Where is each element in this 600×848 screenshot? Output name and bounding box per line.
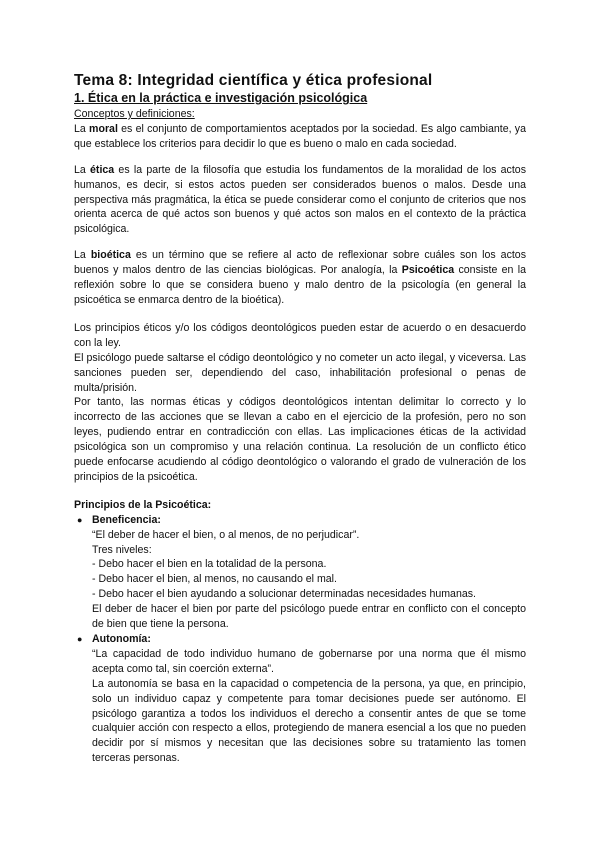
- principles-list: [74, 513, 526, 766]
- concepts-label: Conceptos y definiciones:: [74, 108, 195, 120]
- etica-paragraph: La ética es la parte de la filosofía que estudia los fundamentos de la moralidad de los actos humanos, es decir, si estos actos pueden ser considerados buenos o malos. Desde una perspectiva más pragmática, la ética se puede considerar como el conjunto de criterios que nos orienta acerca de qué actos son buenos y qué actos son malos en el contexto de la práctica psicológica.: [74, 163, 526, 236]
- codes-law-paragraph: Los principios éticos y/o los códigos deontológicos pueden estar de acuerdo o en desacuerdo con la ley.: [74, 321, 526, 349]
- list-item-beneficencia: [74, 513, 526, 632]
- autonomia-heading: Autonomía:: [92, 633, 151, 645]
- bullet-icon: ●: [77, 634, 83, 644]
- levels-label: Tres niveles:: [92, 543, 152, 556]
- beneficencia-heading: Beneficencia:: [92, 513, 161, 526]
- bioetica-paragraph: La bioética es un término que se refiere al acto de reflexionar sobre cuáles son los actos buenos y malos dentro de las ciencias biológicas. Por analogía, la Psicoética consiste en la reflexión sobre lo que se considera bueno y malo dentro de la psicología (en general la psicoética se enmarca dentro de la bioética).: [74, 249, 526, 306]
- document-title: Tema 8: Integridad científica y ética profesional: [74, 72, 433, 89]
- principles-heading: Principios de la Psicoética:: [74, 498, 212, 511]
- level-item: - Debo hacer el bien ayudando a solucionar determinadas necesidades humanas.: [92, 588, 476, 601]
- beneficencia-quote: “El deber de hacer el bien, o al menos, de no perjudicar”.: [92, 528, 360, 541]
- term-bioetica: bioética: [90, 249, 131, 262]
- conclusion-paragraph: Por tanto, las normas éticas y códigos deontológicos intentan delimitar lo correcto y lo incorrecto de las acciones que se llevan a cabo en el ejercicio de la profesión, pero no son leyes, pudiendo entrar en contradicción con ellas. Las implicaciones éticas de la actividad psicológica son un compromiso y una relación continua. La resolución de un conflicto ético puede enfocarse acudiendo al código deontológico o valorando el grado de vulneración de los principios de la psicoética.: [74, 396, 526, 483]
- sanctions-paragraph: El psicólogo puede saltarse el código deontológico y no cometer un acto ilegal, y viceversa. Las sanciones pueden ser, dependiendo del caso, inhabilitación profesional o penas de multa/prisión.: [74, 351, 526, 394]
- autonomia-text: La autonomía se basa en la capacidad o competencia de la persona, ya que, en principio, solo un individuo capaz y competente para tomar decisiones puede ser autónomo. El psicólogo garantiza a todos los individuos el derecho a consentir antes de que se tome cualquier acción con respecto a ellos, protegiendo de manera esencial a los que no pueden decidir por sí mismos y necesitan que las decisiones sobre su tratamiento las tomen terceras personas.: [92, 677, 526, 765]
- beneficencia-conflict: El deber de hacer el bien por parte del psicólogo puede entrar en conflicto con el concepto de bien que tiene la persona.: [92, 603, 526, 631]
- term-psicoetica: Psicoética: [401, 264, 455, 277]
- bullet-icon: ●: [77, 514, 83, 525]
- section-heading: 1. Ética en la práctica e investigación psicológica: [74, 91, 368, 105]
- document-body: [74, 71, 526, 766]
- level-item: - Debo hacer el bien, al menos, no causando el mal.: [92, 573, 337, 586]
- term-moral: moral: [89, 122, 118, 135]
- list-item-autonomia: [74, 632, 526, 766]
- autonomia-quote: “La capacidad de todo individuo humano de gobernarse por una norma que él mismo acepta como tal, sin coerción externa”.: [92, 647, 526, 675]
- term-etica: ética: [90, 163, 115, 176]
- moral-paragraph: La moral es el conjunto de comportamientos aceptados por la sociedad. Es algo cambiante, ya que establece los criterios para decidir lo que es bueno o malo en cada sociedad.: [74, 122, 526, 150]
- level-item: - Debo hacer el bien en la totalidad de la persona.: [92, 558, 327, 571]
